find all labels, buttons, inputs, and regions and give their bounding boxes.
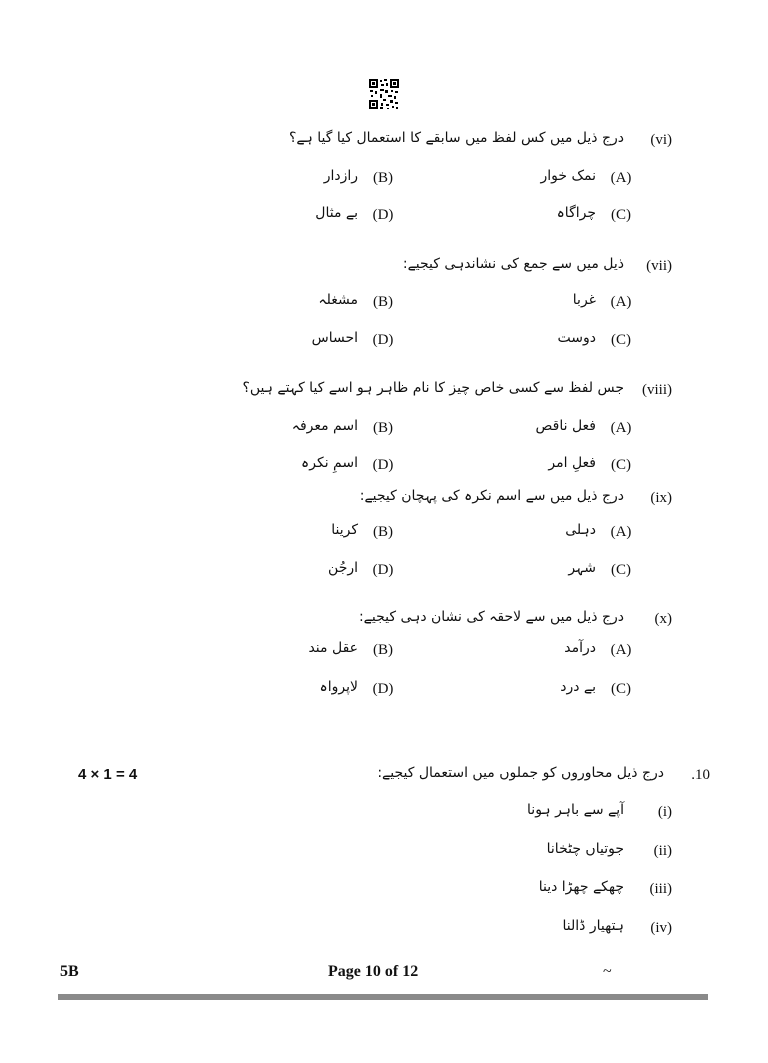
option-text: غربا xyxy=(572,292,596,308)
option-letter: (B) xyxy=(373,642,393,658)
option-letter: (B) xyxy=(373,524,393,540)
option-letter: (C) xyxy=(611,457,631,473)
option-letter: (C) xyxy=(611,332,631,348)
paper-code: 5B xyxy=(60,963,79,980)
option-text: بے مثال xyxy=(315,205,358,221)
option-text: ارجُن xyxy=(328,560,358,576)
option-letter: (A) xyxy=(610,294,632,310)
question-number: (ix) xyxy=(650,490,672,506)
qr-code xyxy=(368,78,400,110)
option-text: کرینا xyxy=(331,522,358,538)
option-text: نمک خوار xyxy=(540,168,596,184)
option-letter: (A) xyxy=(610,170,632,186)
item-number: (iii) xyxy=(649,881,672,897)
footer-rule xyxy=(58,994,708,1000)
option-letter: (D) xyxy=(372,681,394,697)
option-text: شہر xyxy=(568,560,596,576)
option-text: بے درد xyxy=(560,679,596,695)
option-letter: (D) xyxy=(372,457,394,473)
option-letter: (A) xyxy=(610,420,632,436)
question-number: (x) xyxy=(654,611,672,627)
item-text: آپے سے باہر ہونا xyxy=(527,802,624,818)
option-letter: (C) xyxy=(611,207,631,223)
option-text: عقل مند xyxy=(308,640,358,656)
item-text: چھکے چھڑا دینا xyxy=(538,879,624,895)
question-number: .10 xyxy=(691,767,710,783)
option-letter: (D) xyxy=(372,207,394,223)
option-text: اسمِ نکرہ xyxy=(301,455,358,471)
option-text: رازدار xyxy=(323,168,358,184)
marks-label: 4 × 1 = 4 xyxy=(78,766,138,783)
option-letter: (B) xyxy=(373,294,393,310)
footer-mark: ~ xyxy=(603,963,612,980)
option-text: چراگاہ xyxy=(556,205,596,221)
option-text: دوست xyxy=(557,330,596,346)
item-number: (ii) xyxy=(653,843,672,859)
page-number: Page 10 of 12 xyxy=(328,963,419,980)
option-text: فعلِ امر xyxy=(548,455,596,471)
question-text: درج ذیل میں سے لاحقہ کی نشان دہی کیجیے: xyxy=(358,609,624,625)
question-number: (vii) xyxy=(646,258,672,274)
option-text: لاپرواہ xyxy=(319,679,358,695)
item-text: ہتھیار ڈالنا xyxy=(562,918,624,934)
option-text: درآمد xyxy=(564,640,596,656)
question-text: جس لفظ سے کسی خاص چیز کا نام ظاہر ہو اسے کیا کہتے ہیں؟ xyxy=(242,380,624,396)
question-number: (viii) xyxy=(642,382,672,398)
question-text: ذیل میں سے جمع کی نشاندہی کیجیے: xyxy=(402,256,624,272)
option-letter: (C) xyxy=(611,562,631,578)
option-text: اسم معرفہ xyxy=(291,418,358,434)
option-letter: (A) xyxy=(610,524,632,540)
item-text: جوتیاں چٹخانا xyxy=(546,841,624,857)
option-text: احساس xyxy=(311,330,358,346)
option-letter: (B) xyxy=(373,420,393,436)
option-text: دہلی xyxy=(565,522,596,538)
option-text: مشغلہ xyxy=(318,292,358,308)
question-text: درج ذیل میں کس لفظ میں سابقے کا استعمال کیا گیا ہے؟ xyxy=(288,130,624,146)
question-number: (vi) xyxy=(650,132,672,148)
question-text: درج ذیل محاوروں کو جملوں میں استعمال کیجیے: xyxy=(377,765,664,781)
option-letter: (C) xyxy=(611,681,631,697)
item-number: (i) xyxy=(657,804,672,820)
option-letter: (A) xyxy=(610,642,632,658)
option-letter: (D) xyxy=(372,562,394,578)
option-letter: (D) xyxy=(372,332,394,348)
option-text: فعل ناقص xyxy=(535,418,596,434)
question-text: درج ذیل میں سے اسم نکرہ کی پہچان کیجیے: xyxy=(359,488,624,504)
item-number: (iv) xyxy=(650,920,672,936)
option-letter: (B) xyxy=(373,170,393,186)
